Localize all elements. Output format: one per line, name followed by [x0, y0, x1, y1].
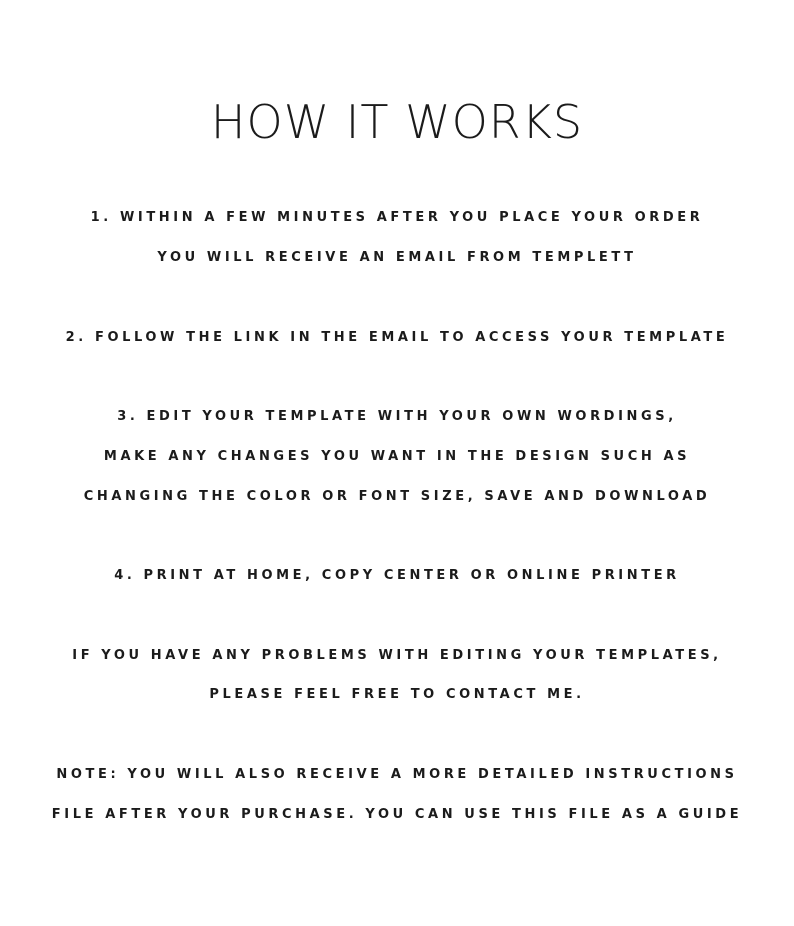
step-3-line-3: CHANGING THE COLOR OR FONT SIZE, SAVE AND DOWNLOAD — [83, 489, 711, 504]
step-3-line-2: MAKE ANY CHANGES YOU WANT IN THE DESIGN SUCH AS — [103, 449, 691, 464]
note-line-2: FILE AFTER YOUR PURCHASE. YOU CAN USE THIS FILE AS A GUIDE — [51, 807, 743, 822]
step-1-line-1: 1. WITHIN A FEW MINUTES AFTER YOU PLACE YOUR ORDER — [90, 210, 704, 225]
step-2-line-1: 2. FOLLOW THE LINK IN THE EMAIL TO ACCESS YOUR TEMPLATE — [65, 330, 729, 345]
step-1-line-2: YOU WILL RECEIVE AN EMAIL FROM TEMPLETT — [157, 250, 637, 265]
step-4-line-1: 4. PRINT AT HOME, COPY CENTER OR ONLINE PRINTER — [114, 568, 680, 583]
note-line-1: NOTE: YOU WILL ALSO RECEIVE A MORE DETAILED INSTRUCTIONS — [56, 767, 738, 782]
page-title: HOW IT WORKS — [210, 95, 584, 149]
step-3-line-1: 3. EDIT YOUR TEMPLATE WITH YOUR OWN WORDINGS, — [117, 409, 677, 424]
support-line-1: IF YOU HAVE ANY PROBLEMS WITH EDITING YOUR TEMPLATES, — [72, 648, 722, 663]
support-line-2: PLEASE FEEL FREE TO CONTACT ME. — [209, 687, 585, 702]
